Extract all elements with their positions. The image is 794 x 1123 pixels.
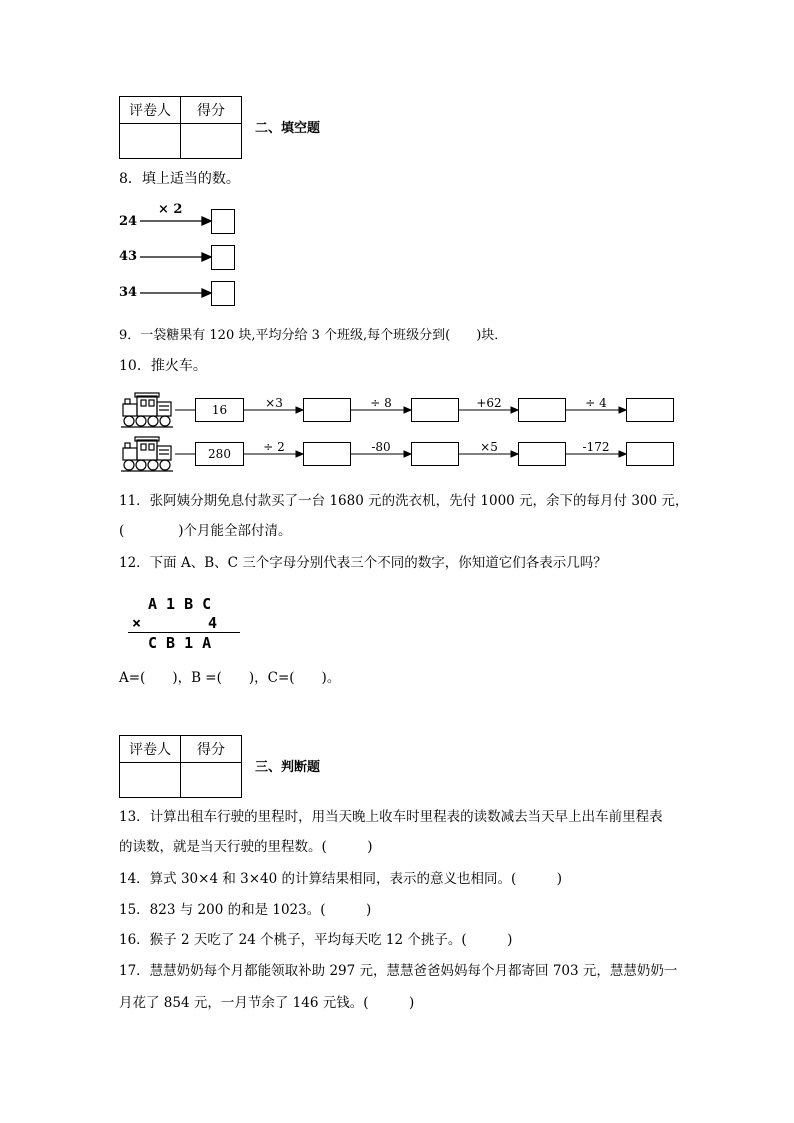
- question-9-text: 9．一袋糖果有 120 块,平均分给 3 个班级,每个班级分到( )块．: [119, 328, 508, 343]
- q8-operator: × 2: [158, 202, 183, 217]
- train2-answer-box-2[interactable]: [411, 442, 459, 466]
- train1-start-box: 16: [195, 398, 244, 422]
- train1-answer-box-4[interactable]: [626, 398, 674, 422]
- q8-arrows: [0, 0, 794, 320]
- score-header: 得分: [181, 736, 242, 763]
- q8-row2-number: 43: [119, 249, 138, 264]
- q12-mult-sign: ×: [132, 614, 142, 632]
- train2-answer-box-1[interactable]: [303, 442, 351, 466]
- train2-op-1: ÷ 2: [263, 440, 285, 454]
- q8-answer-box-2[interactable]: [211, 245, 235, 270]
- train-connectors: [0, 380, 794, 480]
- question-13-line1: 13．计算出租车行驶的里程时，用当天晚上收车时里程表的读数减去当天早上出车前里程表: [119, 809, 663, 825]
- section-title-fill-blank: 二、填空题: [255, 121, 321, 136]
- q12-row1: A 1 B C: [148, 595, 212, 613]
- train2-op-2: -80: [371, 440, 391, 454]
- question-12-text: 12．下面 A、B、C 三个字母分别代表三个不同的数字，你知道它们各表示几吗？: [119, 555, 607, 571]
- train2-start-box: 280: [195, 442, 244, 466]
- train1-answer-box-1[interactable]: [303, 398, 351, 422]
- question-11-line2: ( )个月能全部付清。: [119, 523, 292, 539]
- train1-op-2: ÷ 8: [370, 396, 392, 410]
- train2-answer-box-4[interactable]: [626, 442, 674, 466]
- q8-answer-box-1[interactable]: [211, 209, 235, 234]
- question-15-text: 15．823 与 200 的和是 1023。( ): [119, 902, 372, 918]
- grader-cell[interactable]: [120, 763, 181, 798]
- question-17-line2: 月花了 854 元，一月节余了 146 元钱。( ): [119, 995, 415, 1011]
- train1-op-3: +62: [476, 396, 502, 410]
- train2-op-4: -172: [582, 440, 610, 454]
- q12-multiplier: 4: [208, 614, 218, 632]
- score-header: 得分: [181, 97, 242, 124]
- question-11-line1: 11．张阿姨分期免息付款买了一台 1680 元的洗衣机，先付 1000 元，余下的每月付 300 元，: [119, 493, 689, 509]
- question-16-text: 16．猴子 2 天吃了 24 个桃子，平均每天吃 12 个挑子。( ): [119, 932, 513, 948]
- section-title-true-false: 三、判断题: [255, 760, 321, 775]
- question-17-line1: 17．慧慧奶奶每个月都能领取补助 297 元，慧慧爸爸妈妈每个月都寄回 703 元，慧慧奶奶一: [119, 963, 678, 979]
- train2-answer-box-3[interactable]: [518, 442, 566, 466]
- train1-op-4: ÷ 4: [585, 396, 607, 410]
- grader-header: 评卷人: [120, 736, 181, 763]
- q12-rule: [128, 632, 240, 633]
- q8-row3-number: 34: [119, 285, 138, 300]
- train1-answer-box-2[interactable]: [411, 398, 459, 422]
- question-14-text: 14．算式 30×4 和 3×40 的计算结果相同，表示的意义也相同。( ): [119, 871, 563, 887]
- question-8-text: 8．填上适当的数。: [119, 171, 240, 187]
- score-cell[interactable]: [181, 763, 242, 798]
- score-table-section3: [119, 735, 242, 798]
- grader-header: 评卷人: [120, 97, 181, 124]
- question-13-line2: 的读数，就是当天行驶的里程数。( ): [119, 839, 373, 855]
- q8-row1-number: 24: [119, 214, 138, 229]
- train2-op-3: ×5: [480, 440, 498, 454]
- question-12-answer: A=( )，B =( )，C=( )。: [119, 670, 341, 686]
- q12-result: C B 1 A: [148, 634, 212, 652]
- train1-op-1: ×3: [265, 396, 283, 410]
- question-10-text: 10．推火车。: [119, 358, 207, 374]
- q8-answer-box-3[interactable]: [211, 281, 235, 306]
- train1-answer-box-3[interactable]: [518, 398, 566, 422]
